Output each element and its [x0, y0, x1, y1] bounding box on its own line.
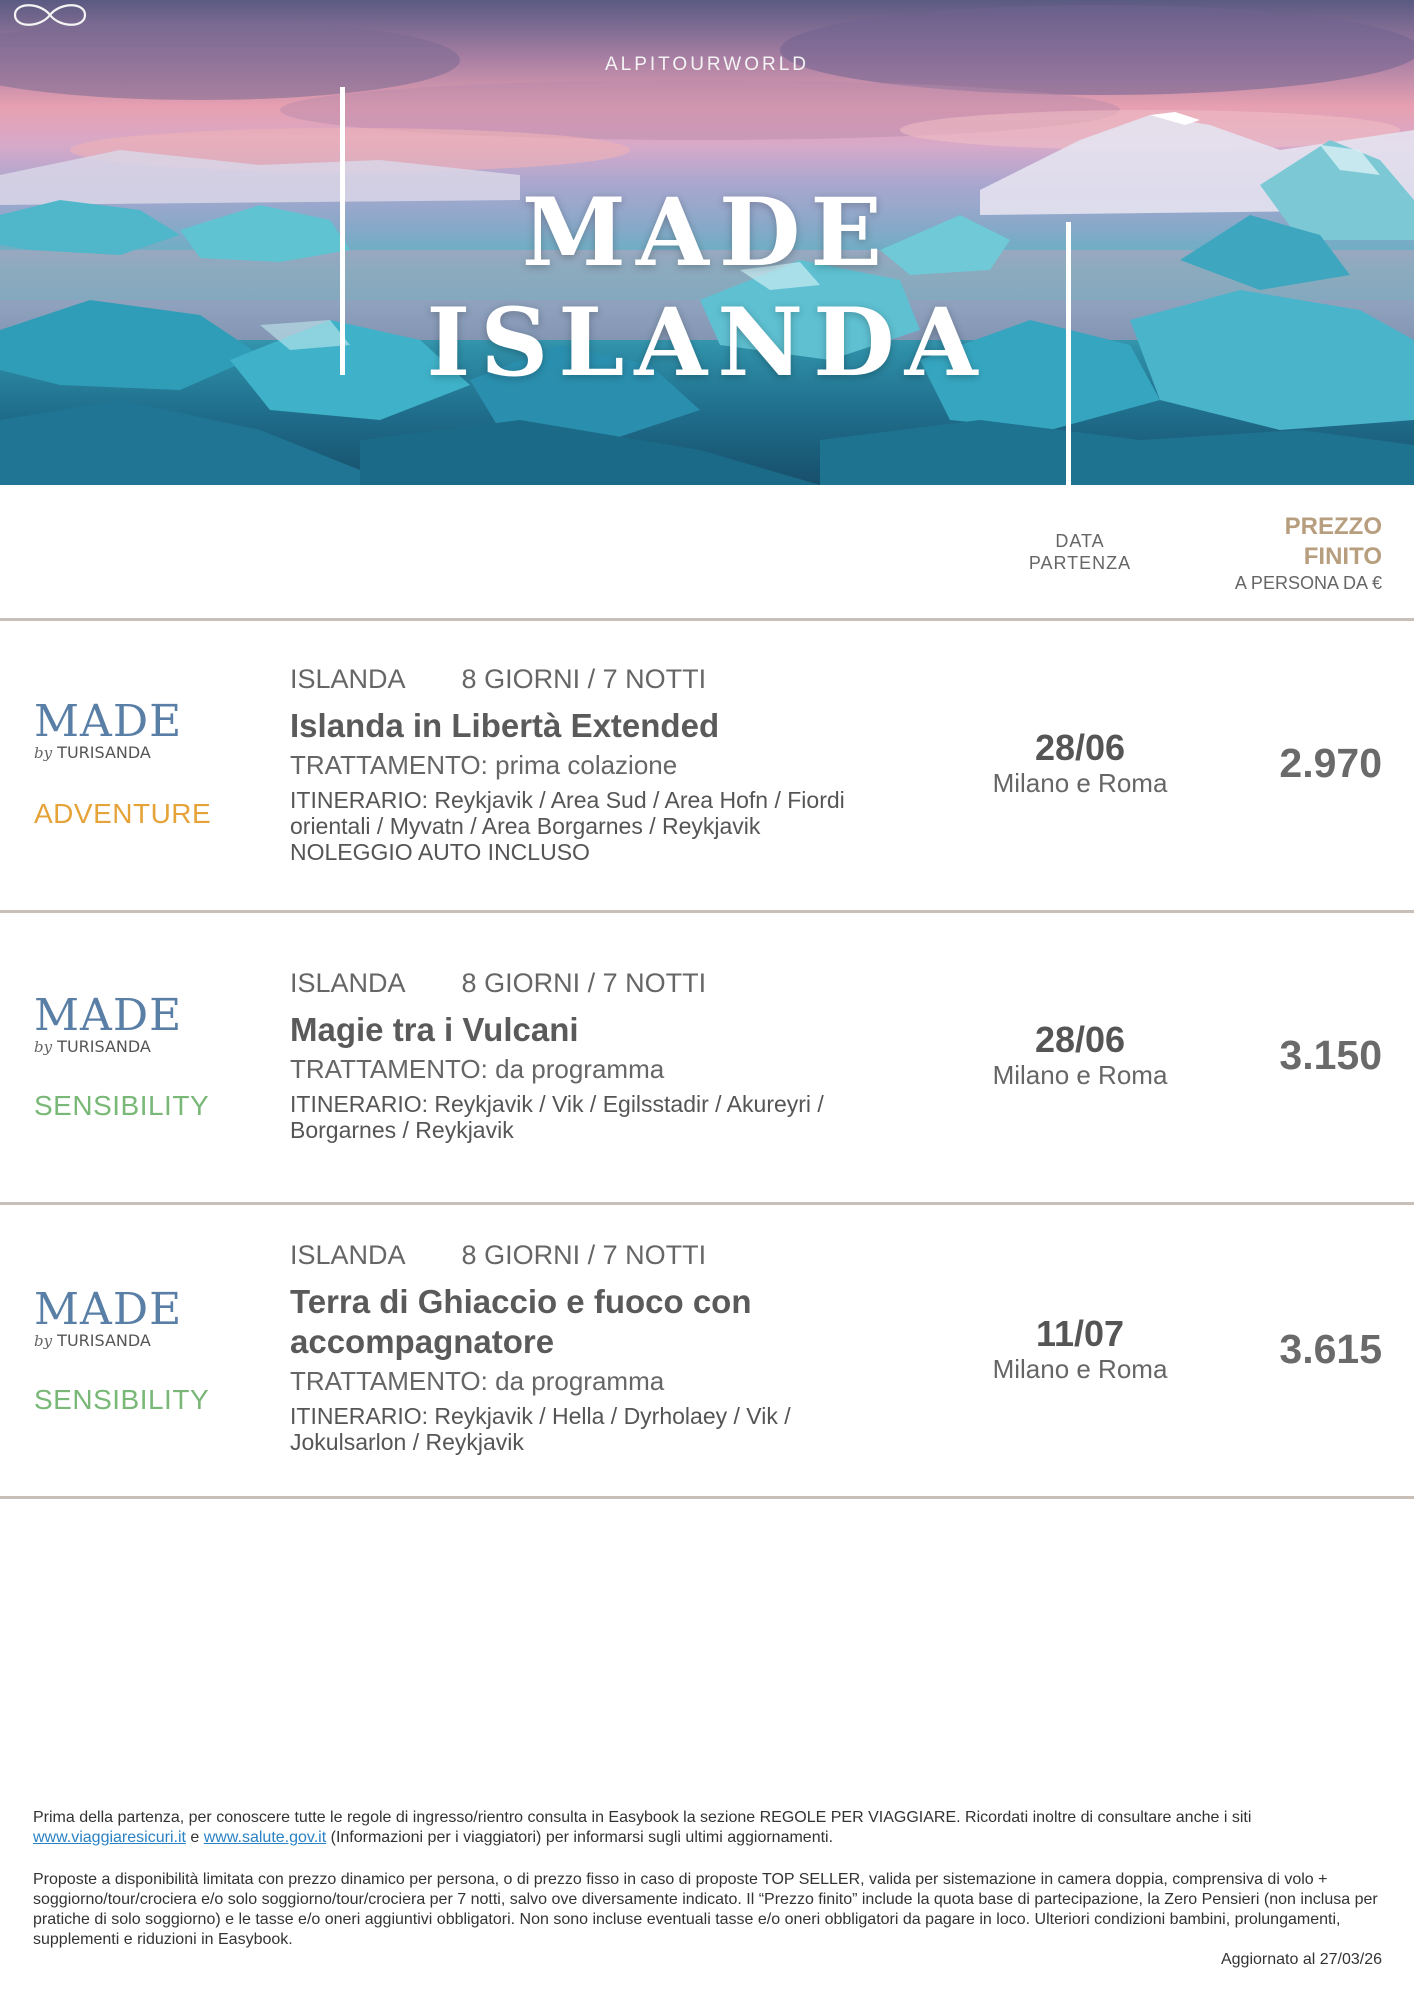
- logo-made: MADE: [34, 696, 183, 747]
- offer-row[interactable]: [0, 620, 1414, 910]
- made-by-turisanda-logo: [34, 696, 183, 762]
- treatment-label: TRATTAMENTO:: [290, 1054, 488, 1084]
- itinerary-line: orientali / Myvatn / Area Borgarnes / Reykjavik: [290, 813, 761, 839]
- infinity-logo-icon: [0, 0, 100, 30]
- footer-text: Prima della partenza, per conoscere tutte le regole di ingresso/rientro consulta in Easybook la sezione REGOLE PER VIAGGIARE. Ricordati inoltre di consultare anche i siti: [33, 1809, 1252, 1826]
- departure-cities: Milano e Roma: [992, 768, 1168, 798]
- travel-rules-note: [33, 1808, 1381, 1848]
- offer-row[interactable]: [0, 912, 1414, 1202]
- footer-text: (Informazioni per i viaggiatori) per informarsi sugli ultimi aggiornamenti.: [330, 1829, 834, 1846]
- logo-by: by: [34, 744, 53, 762]
- viaggiaresicuri-link[interactable]: www.viaggiaresicuri.it: [33, 1829, 186, 1846]
- departure-date: [960, 728, 1200, 798]
- divider: [0, 1496, 1414, 1499]
- logo-by: by: [34, 1332, 53, 1350]
- logo-made: MADE: [34, 1284, 183, 1335]
- duration: 8 GIORNI / 7 NOTTI: [461, 1240, 707, 1270]
- date-header-line2: PARTENZA: [1028, 553, 1132, 573]
- footer-text: e: [190, 1829, 200, 1846]
- logo-brand: TURISANDA: [57, 1331, 151, 1350]
- treatment-value: prima colazione: [495, 750, 678, 780]
- treatment-value: da programma: [495, 1054, 665, 1084]
- price-header-line1: PREZZO: [1284, 513, 1382, 540]
- date-header-line1: DATA: [1055, 531, 1105, 551]
- offer-price: 3.615: [1279, 1326, 1382, 1372]
- offer-title[interactable]: Islanda in Libertà Extended: [290, 707, 720, 744]
- offer-info: [290, 968, 930, 1143]
- logo-made: MADE: [34, 990, 183, 1041]
- offer-title-line2: accompagnatore: [290, 1323, 555, 1360]
- logo-brand: TURISANDA: [57, 743, 151, 762]
- category-badge: ADVENTURE: [34, 798, 212, 829]
- country: ISLANDA: [290, 664, 406, 694]
- category-badge: SENSIBILITY: [34, 1090, 210, 1121]
- date-column-header: [1000, 530, 1160, 574]
- terms-note: Proposte a disponibilità limitata con prezzo dinamico per persona, o di prezzo fisso in caso di proposte TOP SELLER, valida per sistemazione in camera doppia, comprensiva di volo + soggiorno/tour/crociera e/o solo soggiorno/tour/crociera per 7 notti, salvo ove diversamente indicato. Il “Prezzo finito” include la quota base di partecipazione, la Zero Pensieri (non inclusa per pratiche di solo soggiorno) e le tasse e/o oneri aggiuntivi obbligatori. Non sono incluse eventuali tasse e/o oneri obbligatori da pagare in loco. Ulteriori condizioni bambini, prolungamenti, supplementi e riduzioni in Easybook.: [33, 1871, 1378, 1948]
- offer-price: 2.970: [1279, 740, 1382, 786]
- offer-title[interactable]: Magie tra i Vulcani: [290, 1011, 579, 1048]
- offer-title[interactable]: [290, 1282, 930, 1362]
- hero-title-line1: MADE: [521, 178, 893, 288]
- logo-brand: TURISANDA: [57, 1037, 151, 1056]
- made-by-turisanda-logo: [34, 1284, 183, 1350]
- date-value: 28/06: [1034, 1019, 1126, 1060]
- departure-cities: Milano e Roma: [992, 1354, 1168, 1384]
- itinerary-line: ITINERARIO: Reykjavik / Vik / Egilsstadir / Akureyri /: [290, 1091, 824, 1117]
- treatment-label: TRATTAMENTO:: [290, 750, 488, 780]
- offer-title-line1: Terra di Ghiaccio e fuoco con: [290, 1283, 752, 1320]
- offer-row[interactable]: [0, 1204, 1414, 1496]
- offer-info: [290, 664, 930, 865]
- treatment-value: da programma: [495, 1366, 665, 1396]
- itinerary-line: Jokulsarlon / Reykjavik: [290, 1429, 524, 1455]
- category-badge: SENSIBILITY: [34, 1384, 210, 1415]
- date-value: 28/06: [1034, 727, 1126, 768]
- itinerary-line: Borgarnes / Reykjavik: [290, 1117, 514, 1143]
- treatment-label: TRATTAMENTO:: [290, 1366, 488, 1396]
- logo-by: by: [34, 1038, 53, 1056]
- departure-cities: Milano e Roma: [992, 1060, 1168, 1090]
- hero-banner: [0, 0, 1414, 485]
- departure-date: [960, 1314, 1200, 1384]
- price-header-line3: A PERSONA DA €: [1234, 573, 1382, 593]
- date-value: 11/07: [1035, 1313, 1125, 1354]
- salute-gov-link[interactable]: www.salute.gov.it: [203, 1829, 327, 1846]
- country: ISLANDA: [290, 1240, 406, 1270]
- offer-info: [290, 1240, 930, 1455]
- country: ISLANDA: [290, 968, 406, 998]
- departure-date: [960, 1020, 1200, 1090]
- hero-title-line2: ISLANDA: [426, 288, 988, 398]
- itinerary-line: ITINERARIO: Reykjavik / Hella / Dyrholaey / Vik /: [290, 1403, 791, 1429]
- duration: 8 GIORNI / 7 NOTTI: [461, 664, 707, 694]
- updated-date: Aggiornato al 27/03/26: [1220, 1951, 1382, 1968]
- made-by-turisanda-logo: [34, 990, 183, 1056]
- brand-name: ALPITOURWORLD: [604, 54, 810, 75]
- price-header-line2: FINITO: [1303, 543, 1382, 570]
- itinerary-line: ITINERARIO: Reykjavik / Area Sud / Area Hofn / Fiordi: [290, 787, 845, 813]
- price-column-header: [1170, 512, 1382, 594]
- offer-price: 3.150: [1279, 1032, 1382, 1078]
- duration: 8 GIORNI / 7 NOTTI: [461, 968, 707, 998]
- itinerary-line: NOLEGGIO AUTO INCLUSO: [290, 839, 590, 865]
